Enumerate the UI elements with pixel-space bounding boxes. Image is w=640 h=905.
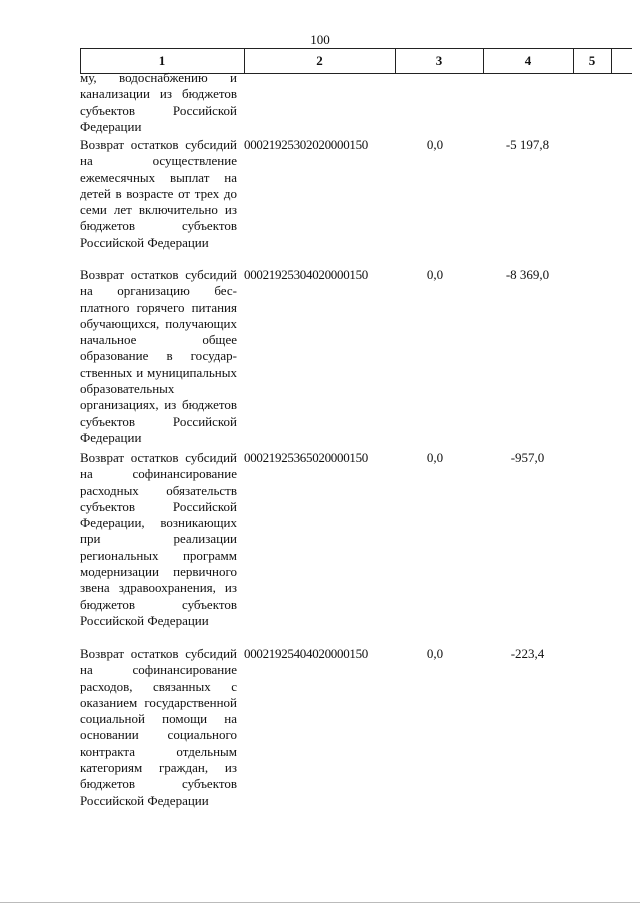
row-code: 00021925404020000150 [244, 646, 369, 661]
row-col3-value: 0,0 [426, 646, 444, 661]
row-col3-value: 0,0 [426, 450, 444, 465]
page-bottom-edge [0, 902, 640, 903]
header-col-3: 3 [435, 53, 443, 68]
row-description: му, водоснабжению и канализации из бюджетов субъектов Российской Федерации [80, 70, 237, 134]
header-col-1: 1 [158, 53, 166, 68]
row-col3-value: 0,0 [426, 137, 444, 152]
row-col4-value: -957,0 [510, 450, 545, 465]
row-col4-value: -223,4 [510, 646, 545, 661]
page-number: 100 [310, 32, 330, 47]
header-col-2: 2 [316, 53, 323, 68]
row-description: Возврат остатков субсидий на организацию бесплатного горячего питания обучающихся, получающих начальное общее образование в государственных и муниципальных образовательных организациях, из бюджетов субъектов Российской Федерации [80, 267, 237, 445]
header-col-5: 5 [588, 53, 596, 68]
row-description: Возврат остатков субсидий на осуществление ежемесячных выплат на детей в возрасте от трех до семи лет включительно из бюджетов субъектов Российской Федерации [80, 137, 237, 250]
row-code: 00021925304020000150 [244, 267, 369, 282]
row-col4-value: -5 197,8 [505, 137, 550, 152]
column-divider [611, 49, 612, 73]
row-description: Возврат остатков субсидий на софинансирование расходов, связанных с оказанием государственной социальной помощи на основании социального контракта отдельным категориям граждан, из бюджетов субъектов Российской Федерации [80, 646, 237, 808]
row-description: Возврат остатков субсидий на софинансирование расходных обязательств субъектов Российской Федерации, возникающих при реализации региональных программ модернизации первичного звена здравоохранения, из бюджетов субъектов Российской Федерации [80, 450, 237, 628]
header-col-4: 4 [524, 53, 532, 68]
row-col3-value: 0,0 [426, 267, 444, 282]
row-code: 00021925302020000150 [244, 137, 369, 152]
row-code: 00021925365020000150 [244, 450, 369, 465]
row-col4-value: -8 369,0 [505, 267, 550, 282]
